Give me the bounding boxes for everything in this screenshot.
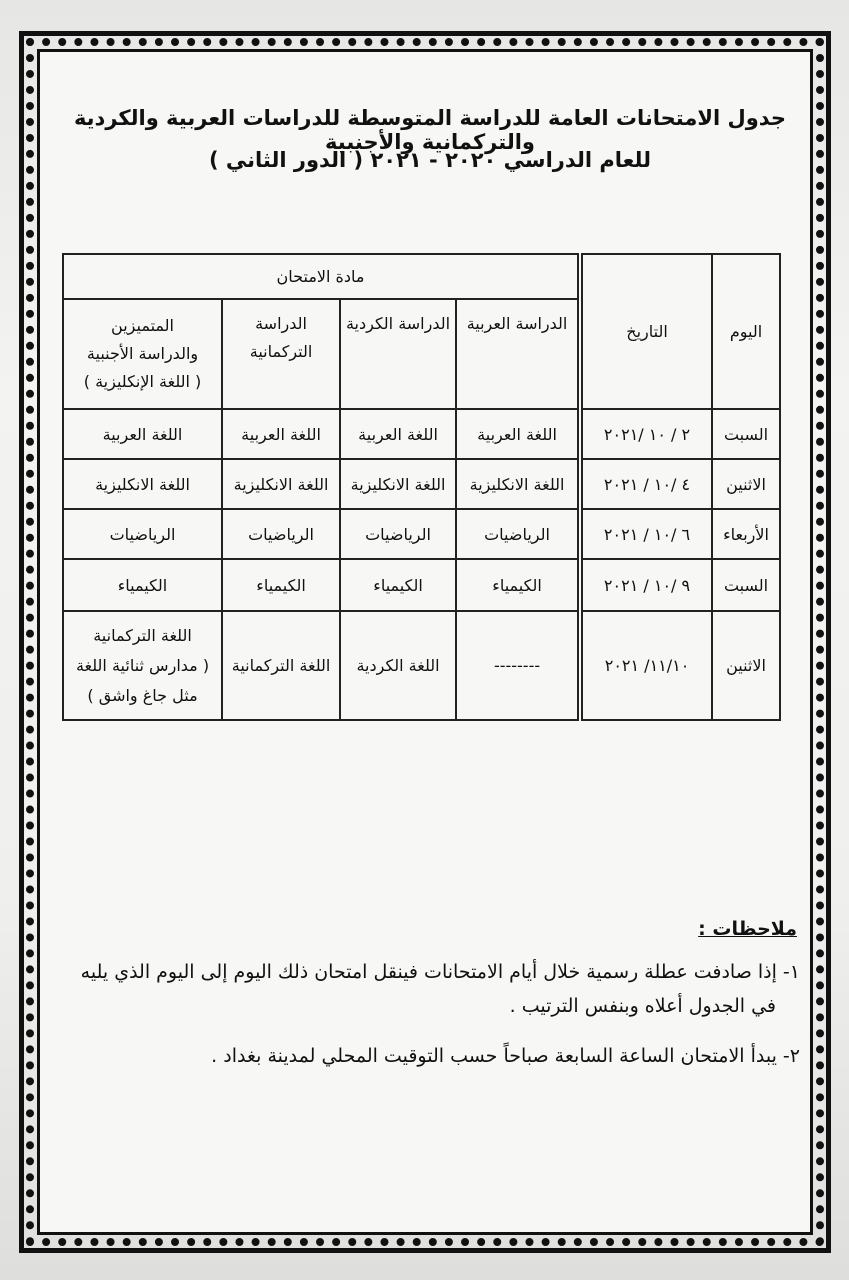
- cell-turkmen: اللغة العربية: [222, 409, 340, 459]
- cell-kurdish: اللغة الكردية: [340, 611, 456, 720]
- header-turkmen-line2: التركمانية: [249, 342, 313, 361]
- cell-kurdish: اللغة العربية: [340, 409, 456, 459]
- header-kurdish-study: الدراسة الكردية: [340, 299, 456, 409]
- cell-date: ٢ / ١٠ /٢٠٢١: [580, 409, 712, 459]
- cell-arabic: اللغة الانكليزية: [456, 459, 580, 509]
- cell-arabic: اللغة العربية: [456, 409, 580, 459]
- table-row: [63, 509, 780, 559]
- cell-kurdish: اللغة الانكليزية: [340, 459, 456, 509]
- cell-day: السبت: [712, 559, 780, 611]
- cell-distinguished: الكيمياء: [63, 559, 222, 611]
- header-distinguished-line2: والدراسة الأجنبية: [86, 344, 199, 363]
- cell-day: الأربعاء: [712, 509, 780, 559]
- cell-distinguished-line1: اللغة التركمانية: [93, 625, 192, 645]
- cell-day: الاثنين: [712, 459, 780, 509]
- header-turkmen-line1: الدراسة: [255, 314, 307, 333]
- header-distinguished-line3: ( اللغة الإنكليزية ): [83, 372, 202, 391]
- cell-distinguished-line2: ( مدارس ثنائية اللغة: [75, 655, 210, 675]
- note-2: ٢- يبدأ الامتحان الساعة السابعة صباحاً حسب التوقيت المحلي لمدينة بغداد .: [211, 1045, 800, 1067]
- table-row: [63, 611, 780, 720]
- header-subject-group: مادة الامتحان: [63, 254, 580, 299]
- cell-date: ١١/١٠/ ٢٠٢١: [580, 611, 712, 720]
- cell-turkmen: الرياضيات: [222, 509, 340, 559]
- cell-turkmen: اللغة الانكليزية: [222, 459, 340, 509]
- cell-kurdish: الكيمياء: [340, 559, 456, 611]
- table-row: [63, 409, 780, 459]
- cell-turkmen: اللغة التركمانية: [222, 611, 340, 720]
- exam-schedule-table: [62, 253, 781, 721]
- note-1-line1: ١- إذا صادفت عطلة رسمية خلال أيام الامتحانات فينقل امتحان ذلك اليوم إلى اليوم الذي يليه: [80, 961, 800, 983]
- note-1: [60, 955, 800, 1023]
- header-distinguished-foreign: [63, 299, 222, 409]
- header-distinguished-line1: المتميزين: [111, 316, 174, 335]
- header-day: اليوم: [712, 254, 780, 409]
- header-date: التاريخ: [580, 254, 712, 409]
- cell-distinguished: اللغة الانكليزية: [63, 459, 222, 509]
- cell-distinguished: اللغة العربية: [63, 409, 222, 459]
- cell-arabic: الكيمياء: [456, 559, 580, 611]
- cell-date: ٤ /١٠ / ٢٠٢١: [580, 459, 712, 509]
- cell-day: السبت: [712, 409, 780, 459]
- cell-arabic: --------: [456, 611, 580, 720]
- cell-kurdish: الرياضيات: [340, 509, 456, 559]
- cell-date: ٦ /١٠ / ٢٠٢١: [580, 509, 712, 559]
- table-row: [63, 459, 780, 509]
- header-turkmen-study: [222, 299, 340, 409]
- header-arabic-study: الدراسة العربية: [456, 299, 580, 409]
- cell-arabic: الرياضيات: [456, 509, 580, 559]
- cell-distinguished-line3: مثل جاغ واشق ): [87, 685, 198, 705]
- cell-distinguished: الرياضيات: [63, 509, 222, 559]
- cell-day: الاثنين: [712, 611, 780, 720]
- note-1-line2: في الجدول أعلاه وبنفس الترتيب .: [509, 995, 776, 1017]
- document-subtitle: للعام الدراسي ٢٠٢٠ - ٢٠٢١ ( الدور الثاني ): [209, 148, 651, 172]
- cell-date: ٩ /١٠ / ٢٠٢١: [580, 559, 712, 611]
- cell-distinguished: [63, 611, 222, 720]
- cell-turkmen: الكيمياء: [222, 559, 340, 611]
- document-title: جدول الامتحانات العامة للدراسة المتوسطة للدراسات العربية والكردية والتركمانية والأجنبية: [73, 106, 787, 154]
- notes-heading: ملاحظات :: [698, 918, 797, 940]
- table-row: [63, 559, 780, 611]
